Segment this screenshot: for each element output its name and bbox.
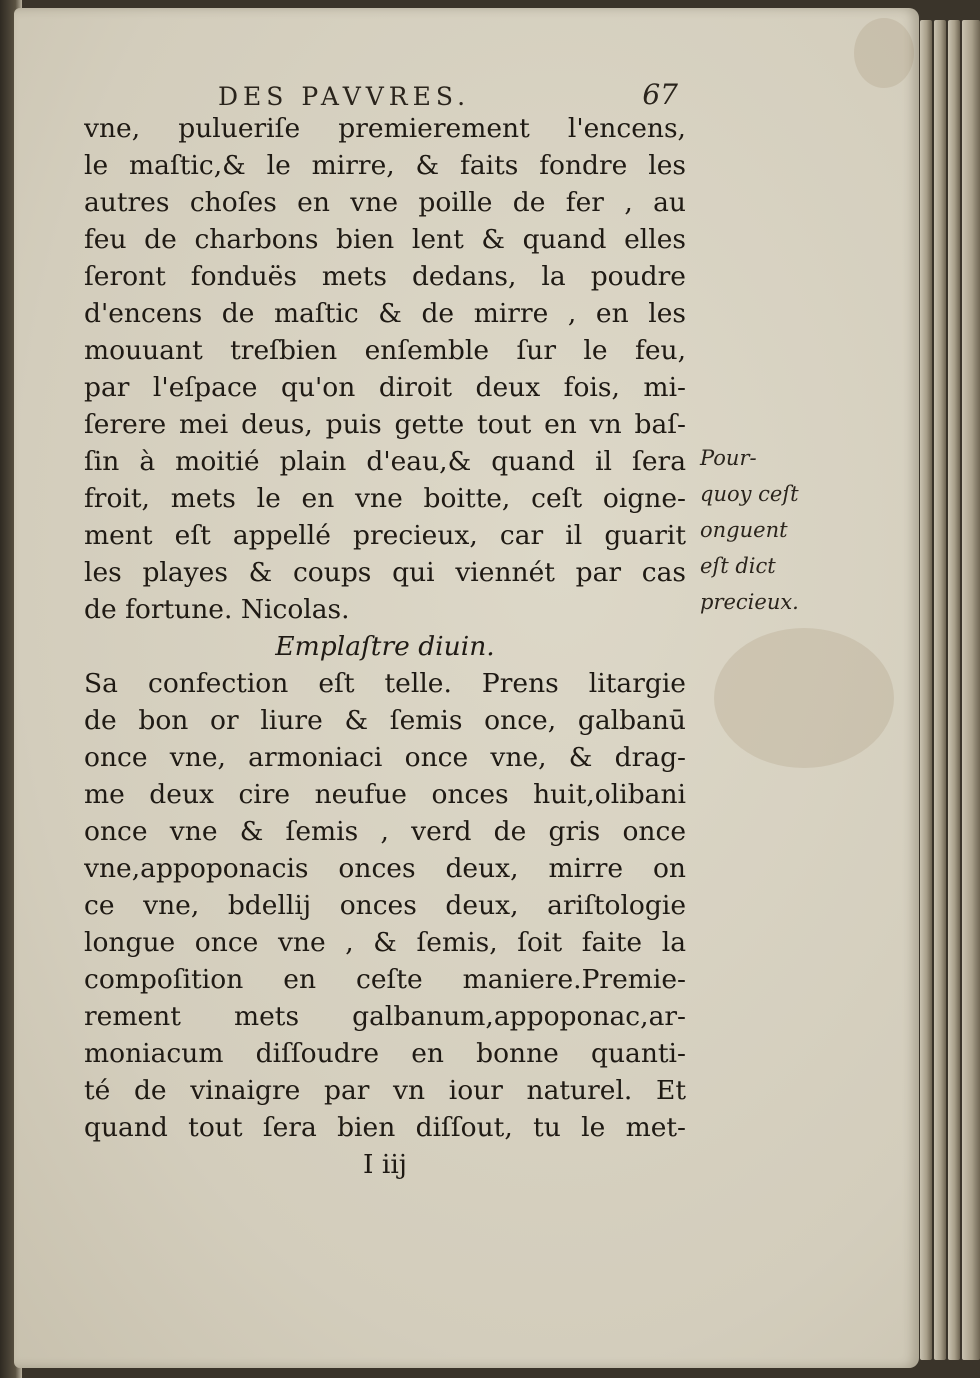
main-text-block	[84, 110, 686, 1183]
text-line: compoſition en ceſte maniere.Premie-	[84, 964, 686, 995]
paper-stain	[714, 628, 894, 768]
text-line: autres choſes en vne poille de fer , au	[84, 187, 686, 218]
text-line: ſeront fonduës mets dedans, la poudre	[84, 261, 686, 292]
running-title: DES PAVVRES.	[218, 82, 471, 111]
page-edge	[948, 20, 960, 1360]
section-heading: Emplaſtre diuin.	[275, 631, 495, 662]
signature-mark: I iij	[362, 1149, 408, 1180]
text-line: de fortune. Nicolas.	[84, 594, 350, 625]
text-line: ment eſt appellé precieux, car il guarit	[84, 520, 686, 551]
page-edge	[920, 20, 932, 1360]
text-line: rement mets galbanum,appoponac,ar-	[84, 1001, 686, 1032]
text-line: feu de charbons bien lent & quand elles	[84, 224, 686, 255]
text-line: d'encens de maſtic & de mirre , en les	[84, 298, 686, 329]
text-line: once vne & ſemis , verd de gris once	[84, 816, 686, 847]
text-line: quand tout ſera bien diſſout, tu le met-	[84, 1112, 686, 1143]
page-edge	[962, 20, 980, 1360]
text-line: les playes & coups qui viennét par cas	[84, 557, 686, 588]
page-number: 67	[642, 78, 678, 111]
marginal-note-line: eſt dict	[700, 554, 776, 578]
text-line: froit, mets le en vne boitte, ceſt oigne-	[84, 483, 686, 514]
marginal-note	[700, 440, 835, 620]
text-line: moniacum diſſoudre en bonne quanti-	[84, 1038, 686, 1069]
text-line: vne, pulueriſe premierement l'encens,	[84, 113, 686, 144]
text-line: par l'eſpace qu'on diroit deux fois, mi-	[84, 372, 686, 403]
text-line: vne,appoponacis onces deux, mirre on	[84, 853, 686, 884]
paper-stain	[854, 18, 914, 88]
text-line: ſerere mei deus, puis gette tout en vn baſ-	[84, 409, 686, 440]
marginal-note-line: quoy ceſt	[700, 482, 799, 506]
marginal-note-line: precieux.	[700, 590, 799, 614]
page-edge	[934, 20, 946, 1360]
text-line: té de vinaigre par vn iour naturel. Et	[84, 1075, 686, 1106]
text-line: Sa confection eſt telle. Prens litargie	[84, 668, 686, 699]
marginal-note-line: onguent	[700, 518, 788, 542]
text-line: ce vne, bdellij onces deux, ariſtologie	[84, 890, 686, 921]
text-line: de bon or liure & ſemis once, galbanū	[84, 705, 686, 736]
text-line: me deux cire neufue onces huit,olibani	[84, 779, 686, 810]
text-line: mouuant treſbien enſemble ſur le feu,	[84, 335, 686, 366]
marginal-note-line: Pour-	[700, 446, 757, 470]
text-line: once vne, armoniaci once vne, & drag-	[84, 742, 686, 773]
text-line: ſin à moitié plain d'eau,& quand il ſera	[84, 446, 686, 477]
text-line: le maſtic,& le mirre, & faits fondre les	[84, 150, 686, 181]
text-line: longue once vne , & ſemis, ſoit faite la	[84, 927, 686, 958]
